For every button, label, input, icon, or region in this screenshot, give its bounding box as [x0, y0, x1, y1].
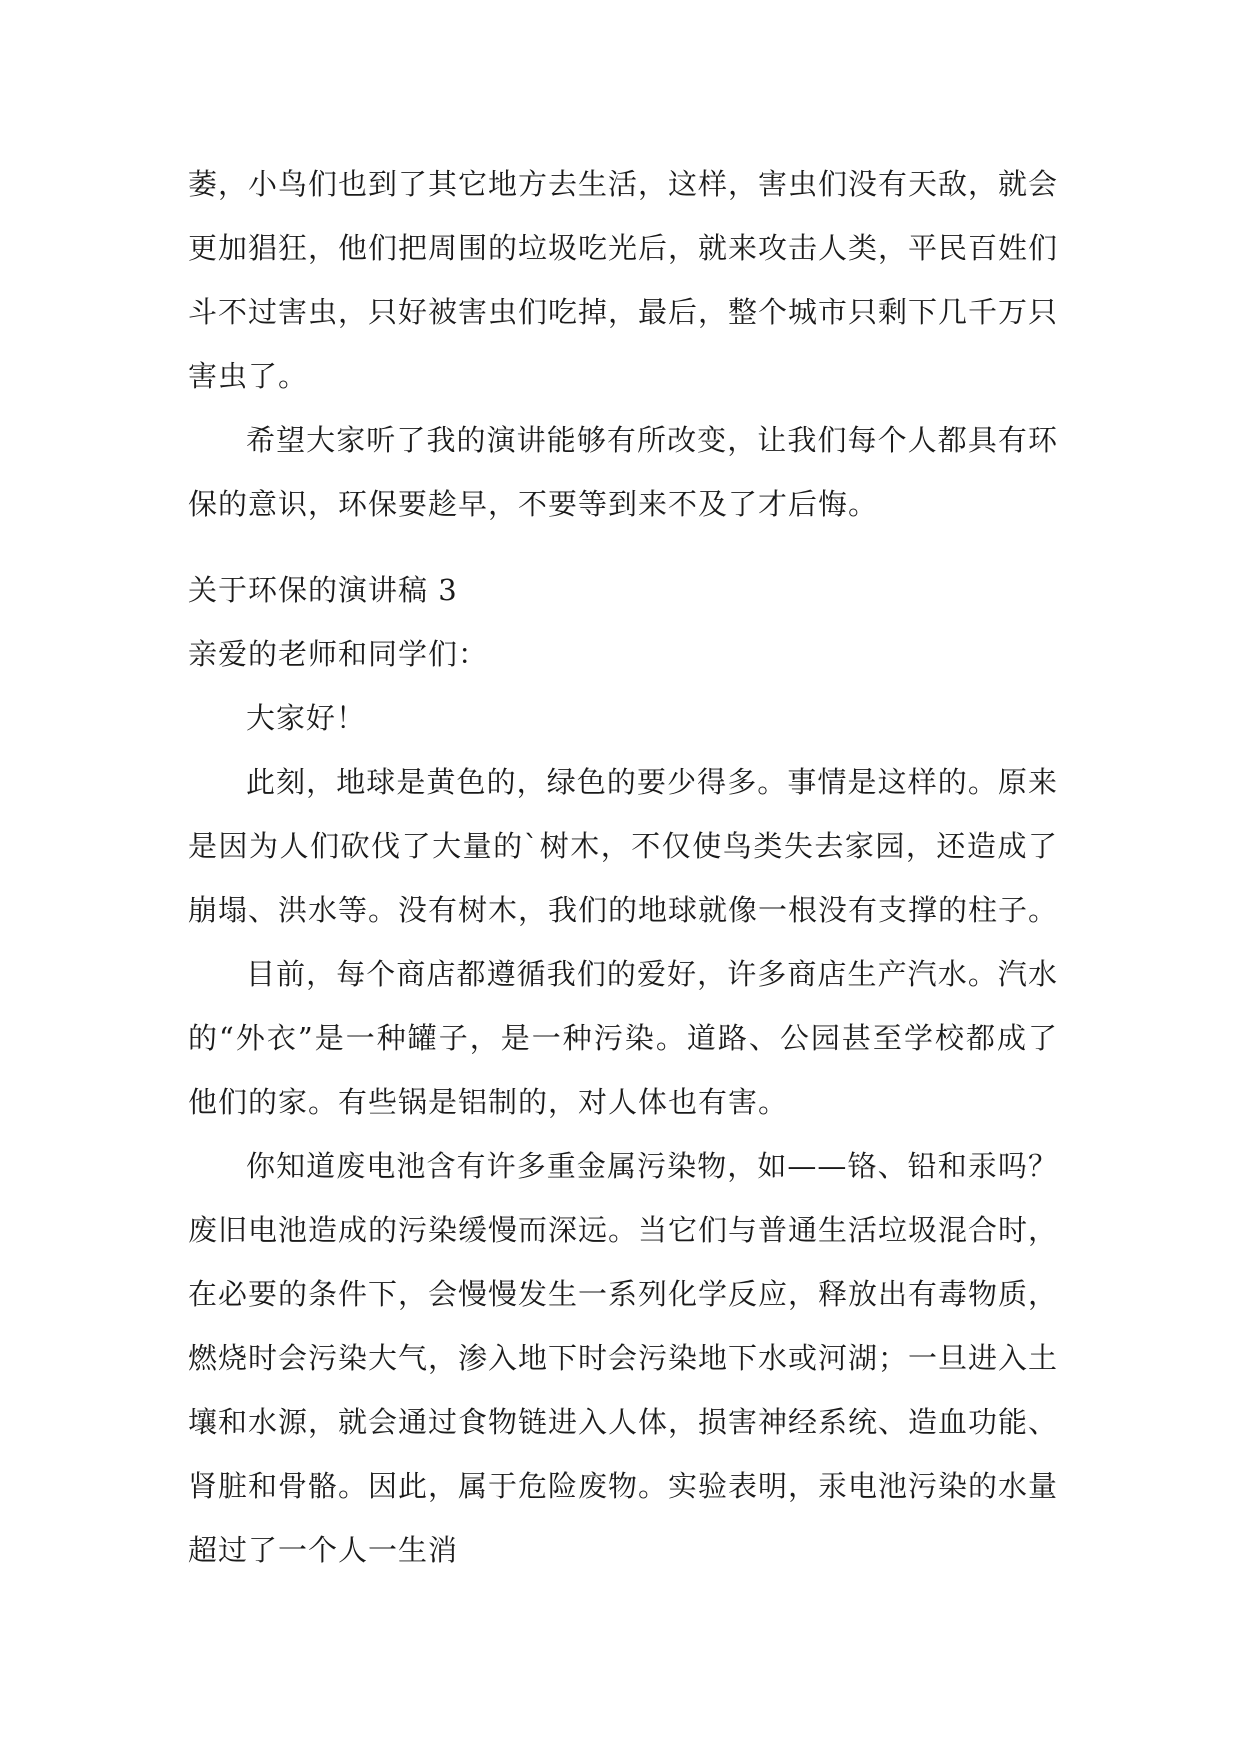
- greeting: 大家好！: [246, 701, 367, 735]
- salutation: 亲爱的老师和同学们：: [188, 637, 489, 671]
- body-paragraph: 目前，每个商店都遵循我们的爱好，许多商店生产汽水。汽水的“外衣”是一种罐子，是一种污染。道路、公园甚至学校都成了他们的家。有些锅是铝制的，对人体也有害。: [188, 957, 1058, 1119]
- continued-paragraph: 萎，小鸟们也到了其它地方去生活，这样，害虫们没有天敌，就会更加猖狂，他们把周围的垃圾吃光后，就来攻击人类，平民百姓们斗不过害虫，只好被害虫们吃掉，最后，整个城市只剩下几千万只害虫了。: [188, 167, 1059, 393]
- section-title: 关于环保的演讲稿 3: [188, 573, 458, 607]
- speech-3-section: [188, 558, 1058, 1582]
- closing-paragraph: 希望大家听了我的演讲能够有所改变，让我们每个人都具有环保的意识，环保要趁早，不要等到来不及了才后悔。: [188, 423, 1058, 521]
- body-paragraph: 此刻，地球是黄色的，绿色的要少得多。事情是这样的。原来是因为人们砍伐了大量的`树木，不仅使鸟类失去家园，还造成了崩塌、洪水等。没有树木，我们的地球就像一根没有支撑的柱子。: [188, 765, 1059, 927]
- continued-text-block: [188, 152, 1058, 536]
- body-paragraph: 你知道废电池含有许多重金属污染物，如——铬、铅和汞吗？废旧电池造成的污染缓慢而深远。当它们与普通生活垃圾混合时，在必要的条件下，会慢慢发生一系列化学反应，释放出有毒物质，燃烧时会污染大气，渗入地下时会污染地下水或河湖；一旦进入土壤和水源，就会通过食物链进入人体，损害神经系统、造血功能、肾脏和骨骼。因此，属于危险废物。实验表明，汞电池污染的水量超过了一个人一生消: [188, 1149, 1059, 1567]
